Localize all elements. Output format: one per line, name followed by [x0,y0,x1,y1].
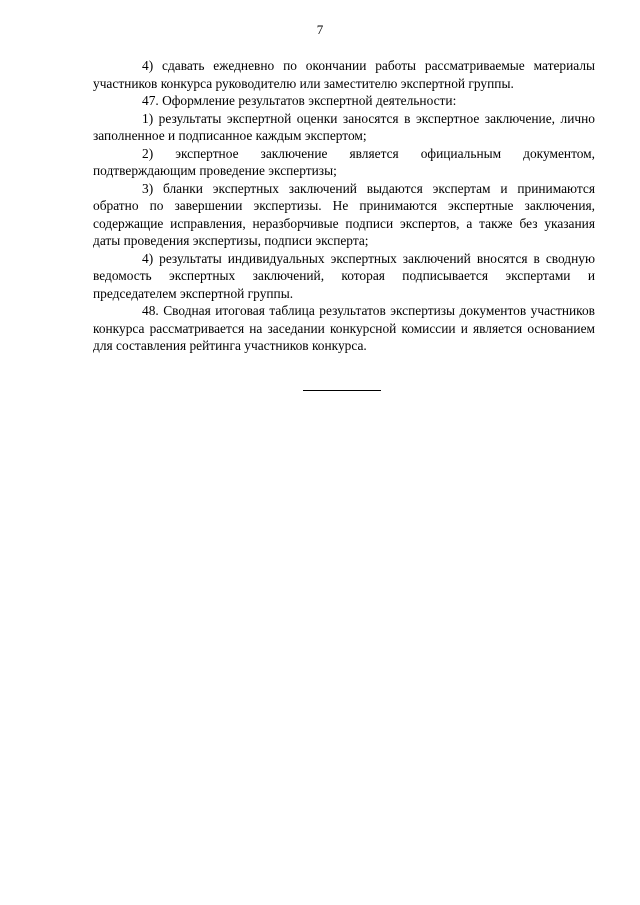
end-divider-line [303,390,381,391]
paragraph-48-summary-table: 48. Сводная итоговая таблица результатов экспертизы документов участников конкурса рассматривается на заседании конкурсной комиссии и является основанием для составления рейтинга участников конкурса. [93,303,595,353]
paragraph-47-heading: 47. Оформление результатов экспертной деятельности: [142,93,457,108]
paragraph-item-1-results-recorded: 1) результаты экспертной оценки заносятся в экспертное заключение, лично заполненное и подписанное каждым экспертом; [93,110,595,143]
paragraph-item-4-summary-sheet: 4) результаты индивидуальных экспертных заключений вносятся в сводную ведомость экспертных заключений, которая подписывается экспертами и председателем экспертной группы. [93,250,595,301]
paragraph-item-4-submit-materials: 4) сдавать ежедневно по окончании работы рассматриваемые материалы участников конкурса руководителю или заместителю экспертной группы. [93,58,595,91]
page-number: 7 [316,22,324,37]
paragraph-item-2-official-document: 2) экспертное заключение является официальным документом, подтверждающим проведение экспертизы; [93,145,595,178]
document-body [93,57,595,355]
paragraph-item-3-forms-issued: 3) бланки экспертных заключений выдаются экспертам и принимаются обратно по завершении экспертизы. Не принимаются экспертные заключения, содержащие исправления, неразборчивые подписи экспертов, а также без указания даты проведения экспертизы, подписи эксперта; [93,180,595,248]
